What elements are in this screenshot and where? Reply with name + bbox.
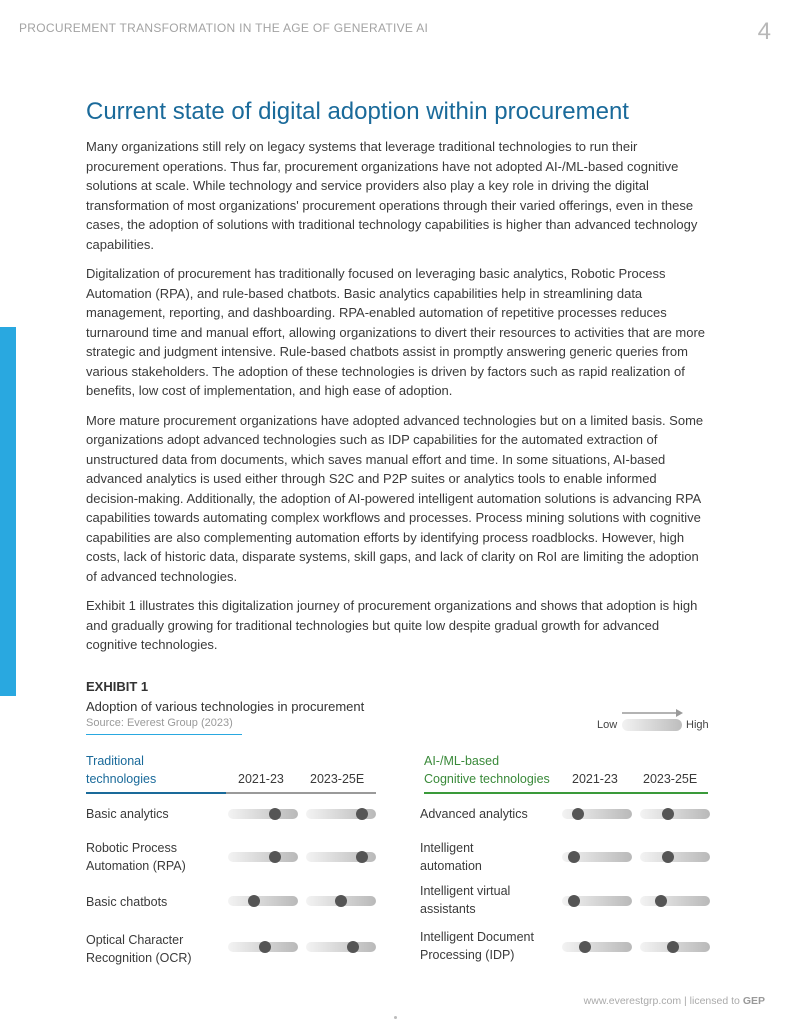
cognitive-adoption-dot — [568, 895, 580, 907]
legend-gradient-bar — [622, 719, 682, 731]
running-header: PROCUREMENT TRANSFORMATION IN THE AGE OF GENERATIVE AI — [19, 21, 429, 35]
page-number: 4 — [757, 18, 771, 45]
row-label-line: Recognition (OCR) — [86, 951, 192, 965]
footer-dot — [394, 1016, 397, 1019]
traditional-row-label — [86, 931, 192, 967]
cognitive-adoption-track — [562, 809, 632, 819]
cognitive-adoption-dot — [662, 808, 674, 820]
traditional-adoption-dot — [356, 851, 368, 863]
cognitive-adoption-dot — [572, 808, 584, 820]
cognitive-adoption-track — [640, 852, 710, 862]
section-title: Current state of digital adoption within procurement — [86, 98, 629, 125]
cognitive-year-1: 2021-23 — [572, 772, 618, 786]
traditional-row-label — [86, 839, 186, 875]
paragraph-4: Exhibit 1 illustrates this digitalization journey of procurement organizations and shows that adoption is high and gradually growing for traditional technologies but quite low despite gradual growth for advanced cognitive technologies. — [86, 598, 698, 652]
traditional-adoption-dot — [356, 808, 368, 820]
cognitive-row-label — [420, 928, 534, 964]
cognitive-row-label — [420, 882, 510, 918]
row-label-line: Advanced analytics — [420, 807, 528, 821]
cognitive-adoption-dot — [655, 895, 667, 907]
cognitive-adoption-track — [640, 896, 710, 906]
side-accent-bar — [0, 327, 16, 696]
row-label-line: Basic analytics — [86, 807, 169, 821]
row-label-line: Automation (RPA) — [86, 859, 186, 873]
row-label-line: Robotic Process — [86, 841, 178, 855]
cognitive-adoption-dot — [662, 851, 674, 863]
traditional-year-2: 2023-25E — [310, 772, 365, 786]
row-label-line: Optical Character — [86, 933, 184, 947]
traditional-header-line1: Traditional — [86, 754, 144, 768]
footer-licensee: GEP — [742, 995, 765, 1007]
exhibit-source: Source: Everest Group (2023) — [86, 717, 242, 735]
traditional-adoption-track — [228, 942, 298, 952]
cognitive-row-label — [420, 839, 482, 875]
footer-site: www.everestgrp.com | licensed to — [583, 995, 743, 1007]
traditional-adoption-dot — [269, 851, 281, 863]
row-label-line: assistants — [420, 902, 476, 916]
row-label-line: Intelligent virtual — [420, 884, 511, 898]
row-label-line: automation — [420, 859, 482, 873]
paragraph-2: Digitalization of procurement has traditionally focused on leveraging basic analytics, Robotic Process Automation (RPA), and rule-based chatbots. Basic analytics capabilities help in streamlining data management, reporting, and dashboarding. RPA-enabled automation of repetitive processes reduces turnaround time and manual effort, allowing organizations to divert their resources to activities that are more strategic and judgment intensive. Rule-based chatbots assist in promptly answering generic queries from various stakeholders. The adoption of these technologies is driven by factors such as rapid realization of benefits, low cost of implementation, and high ease of adoption. — [86, 266, 706, 398]
traditional-adoption-dot — [269, 808, 281, 820]
row-label-line: Basic chatbots — [86, 895, 168, 909]
traditional-header-line2: technologies — [86, 772, 157, 786]
legend-high: High — [686, 719, 709, 731]
traditional-adoption-dot — [259, 941, 271, 953]
row-label-line: Processing (IDP) — [420, 948, 515, 962]
cognitive-adoption-dot — [568, 851, 580, 863]
body-text — [86, 137, 710, 665]
row-label-line: Intelligent Document — [420, 930, 534, 944]
exhibit-label: EXHIBIT 1 — [86, 679, 149, 694]
footer — [584, 995, 765, 1007]
cognitive-header-line1: AI-/ML-based — [424, 754, 500, 768]
legend-arrow-icon — [622, 708, 684, 718]
traditional-adoption-track — [228, 896, 298, 906]
cognitive-adoption-dot — [667, 941, 679, 953]
cognitive-row-label — [420, 805, 528, 823]
traditional-header — [86, 752, 376, 794]
traditional-adoption-track — [228, 852, 298, 862]
traditional-header-underline — [86, 792, 226, 794]
paragraph-1: Many organizations still rely on legacy systems that leverage traditional technologies to run their procurement operations. Thus far, procurement organizations have not adopted AI-/ML-based cognitive solutions at scale. While technology and service providers also play a key role in driving the digital transformation of most organizations' procurement operations through their varied offerings, even in these cases, the adoption of solutions with traditional technology capabilities is higher than advanced technology capabilities. — [86, 139, 698, 252]
traditional-adoption-track — [306, 852, 376, 862]
paragraph-3: More mature procurement organizations have adopted advanced technologies but on a limited basis. Some organizations adopt advanced technologies such as IDP capabilities for the automated extraction of unstructured data from documents, which saves manual effort and time. In some situations, AI-based advanced analytics is used either through S2C and P2P suites or analytics tools to enable informed decision-making. Additionally, the adoption of AI-powered intelligent automation solutions is advancing RPA capabilities towards automating complex workflows and processes. Process mining solutions with cognitive capabilities are also complementing automation efforts by identifying process roadblocks. However, high costs, lack of historic data, disparate systems, skill gaps, and lack of clarity on RoI are limiting the adoption of advanced technologies. — [86, 412, 704, 584]
cognitive-adoption-track — [640, 942, 710, 952]
cognitive-header-line2: Cognitive technologies — [424, 772, 550, 786]
traditional-row-label — [86, 893, 167, 911]
traditional-adoption-track — [228, 809, 298, 819]
traditional-row-label — [86, 805, 169, 823]
legend — [594, 708, 714, 736]
cognitive-adoption-dot — [579, 941, 591, 953]
cognitive-adoption-track — [640, 809, 710, 819]
traditional-year-1: 2021-23 — [238, 772, 284, 786]
cognitive-year-2: 2023-25E — [643, 772, 698, 786]
traditional-adoption-dot — [347, 941, 359, 953]
cognitive-header — [424, 752, 708, 794]
traditional-adoption-track — [306, 896, 376, 906]
cognitive-adoption-track — [562, 942, 632, 952]
traditional-adoption-dot — [335, 895, 347, 907]
row-label-line: Intelligent — [420, 841, 474, 855]
cognitive-header-label — [424, 752, 550, 788]
traditional-adoption-dot — [248, 895, 260, 907]
cognitive-adoption-track — [562, 896, 632, 906]
traditional-header-label — [86, 752, 156, 788]
legend-low: Low — [597, 719, 618, 731]
exhibit-title: Adoption of various technologies in procurement — [86, 699, 365, 714]
cognitive-adoption-track — [562, 852, 632, 862]
traditional-adoption-track — [306, 809, 376, 819]
traditional-adoption-track — [306, 942, 376, 952]
